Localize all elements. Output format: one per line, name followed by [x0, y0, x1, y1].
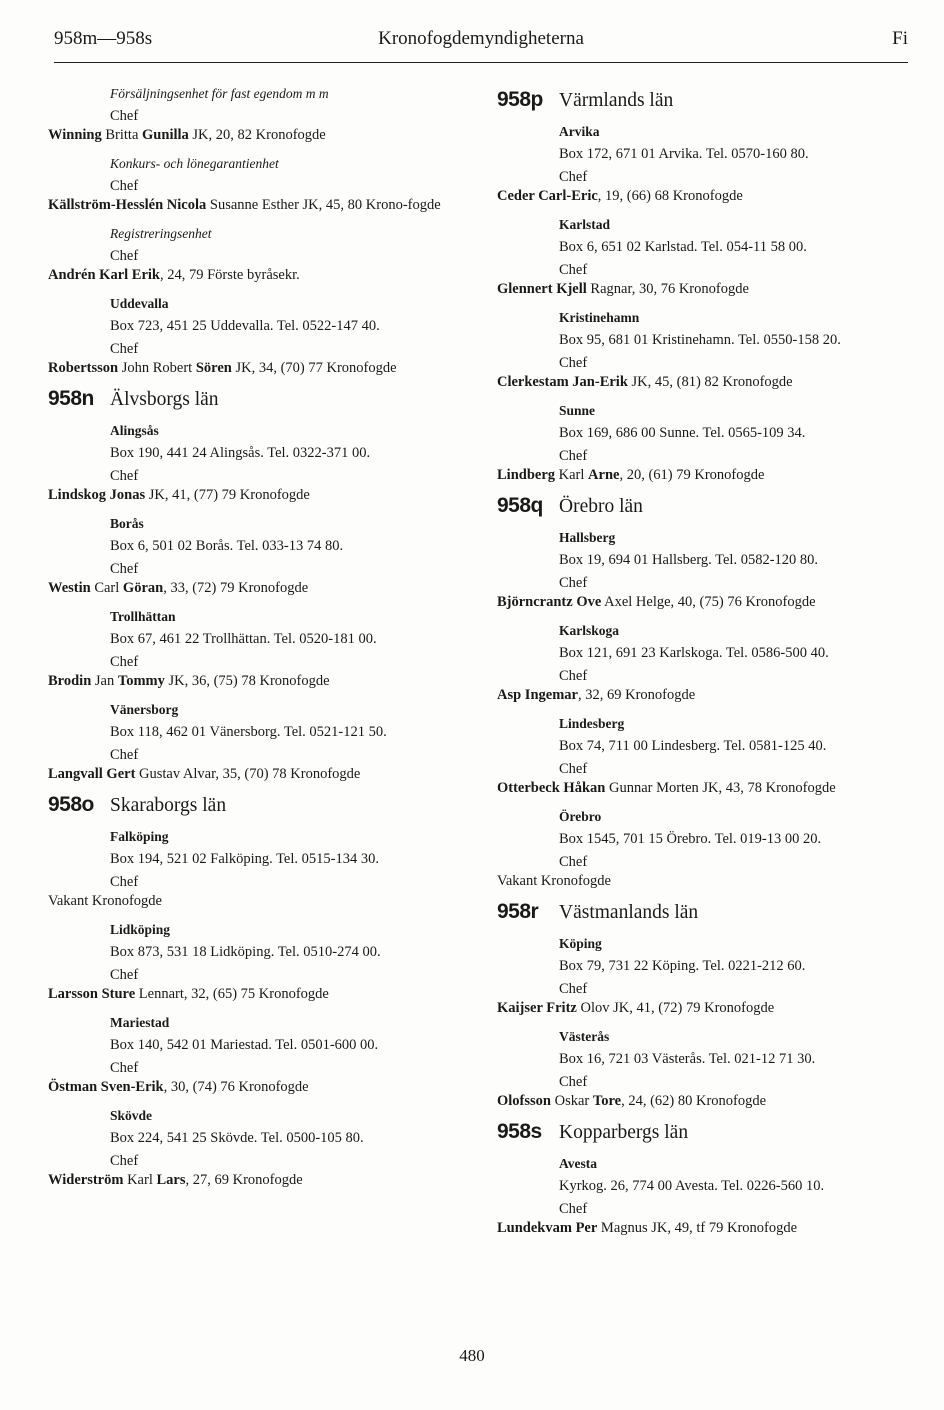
office-name: Lindesberg: [559, 716, 625, 731]
person-name-bold: Brodin: [48, 673, 92, 689]
county-name: Älvsborgs län: [110, 389, 219, 410]
office-address: Box 194, 521 02 Falköping. Tel. 0515-134 30.: [110, 851, 379, 867]
county-heading: [497, 900, 907, 924]
chef-label: Chef: [559, 1201, 588, 1217]
chef-person: [497, 373, 907, 391]
person-details: JK, 34, (70) 77 Kronofogde: [231, 360, 397, 376]
person-name-bold-2: Gunilla: [142, 127, 189, 143]
county-code: 958q: [497, 494, 543, 517]
person-name-bold: Ceder Carl-Eric: [497, 188, 598, 204]
office-name: Arvika: [559, 124, 600, 139]
county-code: 958r: [497, 900, 539, 923]
person-name-plain: Ragnar, 30, 76 Kronofogde: [586, 281, 749, 297]
office-address: Box 140, 542 01 Mariestad. Tel. 0501-600 00.: [110, 1037, 379, 1053]
office-address: Box 67, 461 22 Trollhättan. Tel. 0520-181 00.: [110, 631, 377, 647]
person-name-bold-2: Sören: [195, 360, 232, 376]
office-name: Kristinehamn: [559, 310, 640, 325]
person-name-plain: Gustav Alvar, 35, (70) 78 Kronofogde: [135, 766, 361, 782]
unit-subtitle: Försäljningsenhet för fast egendom m m: [110, 86, 329, 101]
person-name-bold: Andrén Karl Erik: [48, 267, 160, 283]
person-name-plain: Susanne Esther JK, 45, 80 Krono-: [206, 197, 408, 213]
person-name-plain: Gunnar Morten JK, 43, 78 Kronofogde: [605, 780, 836, 796]
person-name-bold: Clerkestam Jan-Erik: [497, 374, 628, 390]
chef-person: [48, 359, 460, 377]
right-column: [497, 84, 907, 1247]
person-name-bold: Westin: [48, 580, 91, 596]
person-name-bold-2: Göran: [122, 580, 164, 596]
chef-label: Chef: [110, 654, 139, 670]
person-name-bold-2: Lars: [156, 1172, 186, 1188]
office-address: Box 118, 462 01 Vänersborg. Tel. 0521-121 50.: [110, 724, 387, 740]
county-code: 958p: [497, 88, 543, 111]
person-name-plain: Oskar: [551, 1093, 593, 1109]
person-name-plain: John Robert: [118, 360, 196, 376]
office-address: Box 873, 531 18 Lidköping. Tel. 0510-274 00.: [110, 944, 381, 960]
office-name: Lidköping: [110, 922, 171, 937]
chef-label: Chef: [559, 448, 588, 464]
person-name-bold: Winning: [48, 127, 102, 143]
county-heading: [497, 494, 907, 518]
chef-label: Chef: [110, 1153, 139, 1169]
office-name: Avesta: [559, 1156, 597, 1171]
county-name: Västmanlands län: [559, 902, 699, 923]
office-name: Karlskoga: [559, 623, 620, 638]
office-entry: [497, 215, 907, 298]
office-name: Karlstad: [559, 217, 611, 232]
person-name-plain: Magnus JK, 49, tf 79 Kronofogde: [597, 1220, 798, 1236]
office-name: Västerås: [559, 1029, 610, 1044]
office-entry: [48, 514, 460, 597]
person-name-plain: JK, 45, (81) 82 Kronofogde: [627, 374, 793, 390]
person-details: JK, 20, 82 Kronofogde: [188, 127, 326, 143]
chef-label: Chef: [110, 341, 139, 357]
chef-person: [48, 196, 460, 214]
office-entry: [497, 1027, 907, 1110]
office-entry: [497, 1154, 907, 1237]
office-entry: [48, 1013, 460, 1096]
county-code: 958o: [48, 793, 94, 816]
person-name-plain: Lennart, 32, (65) 75 Kronofogde: [135, 986, 329, 1002]
person-name-bold: Otterbeck Håkan: [497, 780, 606, 796]
chef-label: Chef: [559, 761, 588, 777]
person-details: , 20, (61) 79 Kronofogde: [619, 467, 765, 483]
office-entry: [497, 308, 907, 391]
office-entry: [497, 807, 907, 890]
chef-label: Chef: [559, 854, 588, 870]
chef-person: [497, 280, 907, 298]
office-address: Box 190, 441 24 Alingsås. Tel. 0322-371 00.: [110, 445, 371, 461]
chef-label: Chef: [559, 668, 588, 684]
office-address: Box 121, 691 23 Karlskoga. Tel. 0586-500 40.: [559, 645, 829, 661]
chef-person: [497, 593, 907, 611]
county-name: Skaraborgs län: [110, 795, 227, 816]
county-heading: [497, 1120, 907, 1144]
chef-person: [48, 765, 460, 783]
office-entry: [48, 421, 460, 504]
chef-label: Chef: [110, 178, 139, 194]
county-name: Värmlands län: [559, 90, 674, 111]
office-name: Skövde: [110, 1108, 153, 1123]
county-heading: [497, 88, 907, 112]
chef-person: [48, 486, 460, 504]
header-section-range: 958m—958s: [54, 28, 153, 49]
office-entry: [48, 607, 460, 690]
chef-person: [497, 999, 907, 1017]
chef-person: [48, 1078, 460, 1096]
office-entry: [48, 827, 460, 910]
office-entry: [497, 714, 907, 797]
office-address: Box 74, 711 00 Lindesberg. Tel. 0581-125 40.: [559, 738, 827, 754]
office-entry: [48, 700, 460, 783]
office-address: Box 6, 501 02 Borås. Tel. 033-13 74 80.: [110, 538, 344, 554]
chef-label: Chef: [559, 169, 588, 185]
office-name: Falköping: [110, 829, 169, 844]
chef-person: [497, 466, 907, 484]
chef-label: Chef: [110, 468, 139, 484]
chef-person: [48, 579, 460, 597]
office-entry: [48, 920, 460, 1003]
person-details: JK, 36, (75) 78 Kronofogde: [164, 673, 330, 689]
person-name-bold-2: Tore: [592, 1093, 622, 1109]
office-address: Box 723, 451 25 Uddevalla. Tel. 0522-147 40.: [110, 318, 380, 334]
office-name: Borås: [110, 516, 144, 531]
county-code: 958n: [48, 387, 94, 410]
office-name: Sunne: [559, 403, 596, 418]
chef-label: Chef: [559, 575, 588, 591]
county-code: 958s: [497, 1120, 542, 1143]
office-name: Örebro: [559, 809, 602, 824]
person-name-bold-2: Tommy: [117, 673, 165, 689]
chef-person: [48, 985, 460, 1003]
person-name-plain: Vakant Kronofogde: [48, 893, 162, 909]
chef-label: Chef: [110, 248, 139, 264]
chef-label: Chef: [559, 355, 588, 371]
chef-person: [48, 672, 460, 690]
person-name-plain: Olov JK, 41, (72) 79 Kronofogde: [576, 1000, 775, 1016]
office-address: Box 79, 731 22 Köping. Tel. 0221-212 60.: [559, 958, 806, 974]
person-name-plain: Jan: [91, 673, 118, 689]
chef-person: [497, 779, 907, 797]
chef-label: Chef: [110, 108, 139, 124]
county-heading: [48, 387, 460, 411]
office-address: Box 16, 721 03 Västerås. Tel. 021-12 71 30.: [559, 1051, 816, 1067]
person-name-bold: Langvall Gert: [48, 766, 136, 782]
office-entry: [48, 294, 460, 377]
person-name-plain: Karl: [123, 1172, 157, 1188]
unit-subtitle: Konkurs- och lönegarantienhet: [110, 156, 279, 171]
chef-label: Chef: [110, 561, 139, 577]
chef-label: Chef: [559, 1074, 588, 1090]
person-name-plain: , 32, 69 Kronofogde: [577, 687, 696, 703]
person-name-plain: Karl: [555, 467, 589, 483]
office-address: Box 172, 671 01 Arvika. Tel. 0570-160 80.: [559, 146, 809, 162]
person-name-plain: Axel Helge, 40, (75) 76 Kronofogde: [601, 594, 816, 610]
office-entry: [497, 401, 907, 484]
person-name-bold: Olofsson: [497, 1093, 551, 1109]
chef-label: Chef: [559, 981, 588, 997]
office-entry: [497, 934, 907, 1017]
person-name-bold: Glennert Kjell: [497, 281, 587, 297]
header-title: Kronofogdemyndigheterna: [378, 28, 584, 49]
chef-label: Chef: [110, 747, 139, 763]
chef-label: Chef: [559, 262, 588, 278]
office-address: Box 169, 686 00 Sunne. Tel. 0565-109 34.: [559, 425, 806, 441]
office-name: Hallsberg: [559, 530, 616, 545]
person-name-bold: Lindberg: [497, 467, 556, 483]
chef-person: [497, 872, 907, 890]
office-address: Box 224, 541 25 Skövde. Tel. 0500-105 80.: [110, 1130, 364, 1146]
person-name-plain: , 19, (66) 68 Kronofogde: [597, 188, 743, 204]
person-name-plain: Vakant Kronofogde: [497, 873, 611, 889]
chef-person: [48, 892, 460, 910]
person-name-bold: Kaijser Fritz: [497, 1000, 577, 1016]
office-name: Alingsås: [110, 423, 159, 438]
office-entry: [48, 154, 460, 214]
person-name-bold: Lundekvam Per: [497, 1220, 598, 1236]
office-name: Mariestad: [110, 1015, 170, 1030]
person-name-plain: Britta: [101, 127, 143, 143]
chef-person: [48, 126, 460, 144]
person-details: , 24, (62) 80 Kronofogde: [621, 1093, 767, 1109]
office-entry: [497, 122, 907, 205]
office-address: Box 6, 651 02 Karlstad. Tel. 054-11 58 00.: [559, 239, 807, 255]
person-name-bold: Widerström: [48, 1172, 124, 1188]
office-name: Köping: [559, 936, 602, 951]
office-entry: [48, 224, 460, 284]
person-name-bold: Robertsson: [48, 360, 119, 376]
person-name-bold-2: Arne: [588, 467, 620, 483]
person-name-plain: JK, 41, (77) 79 Kronofogde: [145, 487, 310, 503]
office-entry: [48, 84, 460, 144]
person-name-plain: Carl: [90, 580, 123, 596]
county-heading: [48, 793, 460, 817]
person-name-bold: Asp Ingemar: [497, 687, 578, 703]
chef-person: [497, 686, 907, 704]
chef-person: [497, 1219, 907, 1237]
person-name-plain: , 30, (74) 76 Kronofogde: [163, 1079, 309, 1095]
person-name-plain: , 24, 79 Förste byråsekr.: [159, 267, 300, 283]
person-name-bold: Lindskog Jonas: [48, 487, 146, 503]
person-name-bold: Larsson Sture: [48, 986, 136, 1002]
person-name-bold: Källström-Hesslén Nicola: [48, 197, 207, 213]
person-details: , 27, 69 Kronofogde: [185, 1172, 303, 1188]
chef-person: [48, 266, 460, 284]
unit-subtitle: Registreringsenhet: [110, 226, 212, 241]
office-address: Box 95, 681 01 Kristinehamn. Tel. 0550-158 20.: [559, 332, 841, 348]
office-entry: [48, 1106, 460, 1189]
person-details: fogde: [407, 197, 441, 213]
office-name: Trollhättan: [110, 609, 176, 624]
office-address: Box 1545, 701 15 Örebro. Tel. 019-13 00 20.: [559, 831, 822, 847]
county-name: Kopparbergs län: [559, 1122, 689, 1143]
chef-person: [497, 187, 907, 205]
person-name-bold: Björncrantz Ove: [497, 594, 602, 610]
office-entry: [497, 528, 907, 611]
chef-label: Chef: [110, 1060, 139, 1076]
chef-person: [48, 1171, 460, 1189]
chef-person: [497, 1092, 907, 1110]
person-details: , 33, (72) 79 Kronofogde: [163, 580, 309, 596]
left-column: [48, 84, 460, 1199]
office-name: Uddevalla: [110, 296, 169, 311]
chef-label: Chef: [110, 874, 139, 890]
county-name: Örebro län: [559, 496, 643, 517]
page-header: [54, 26, 908, 63]
office-name: Vänersborg: [110, 702, 179, 717]
office-address: Kyrkog. 26, 774 00 Avesta. Tel. 0226-560 10.: [559, 1178, 825, 1194]
chef-label: Chef: [110, 967, 139, 983]
page-number: 480: [459, 1346, 485, 1365]
office-address: Box 19, 694 01 Hallsberg. Tel. 0582-120 80.: [559, 552, 819, 568]
person-name-bold: Östman Sven-Erik: [48, 1079, 164, 1095]
header-country-code: Fi: [892, 28, 908, 49]
office-entry: [497, 621, 907, 704]
